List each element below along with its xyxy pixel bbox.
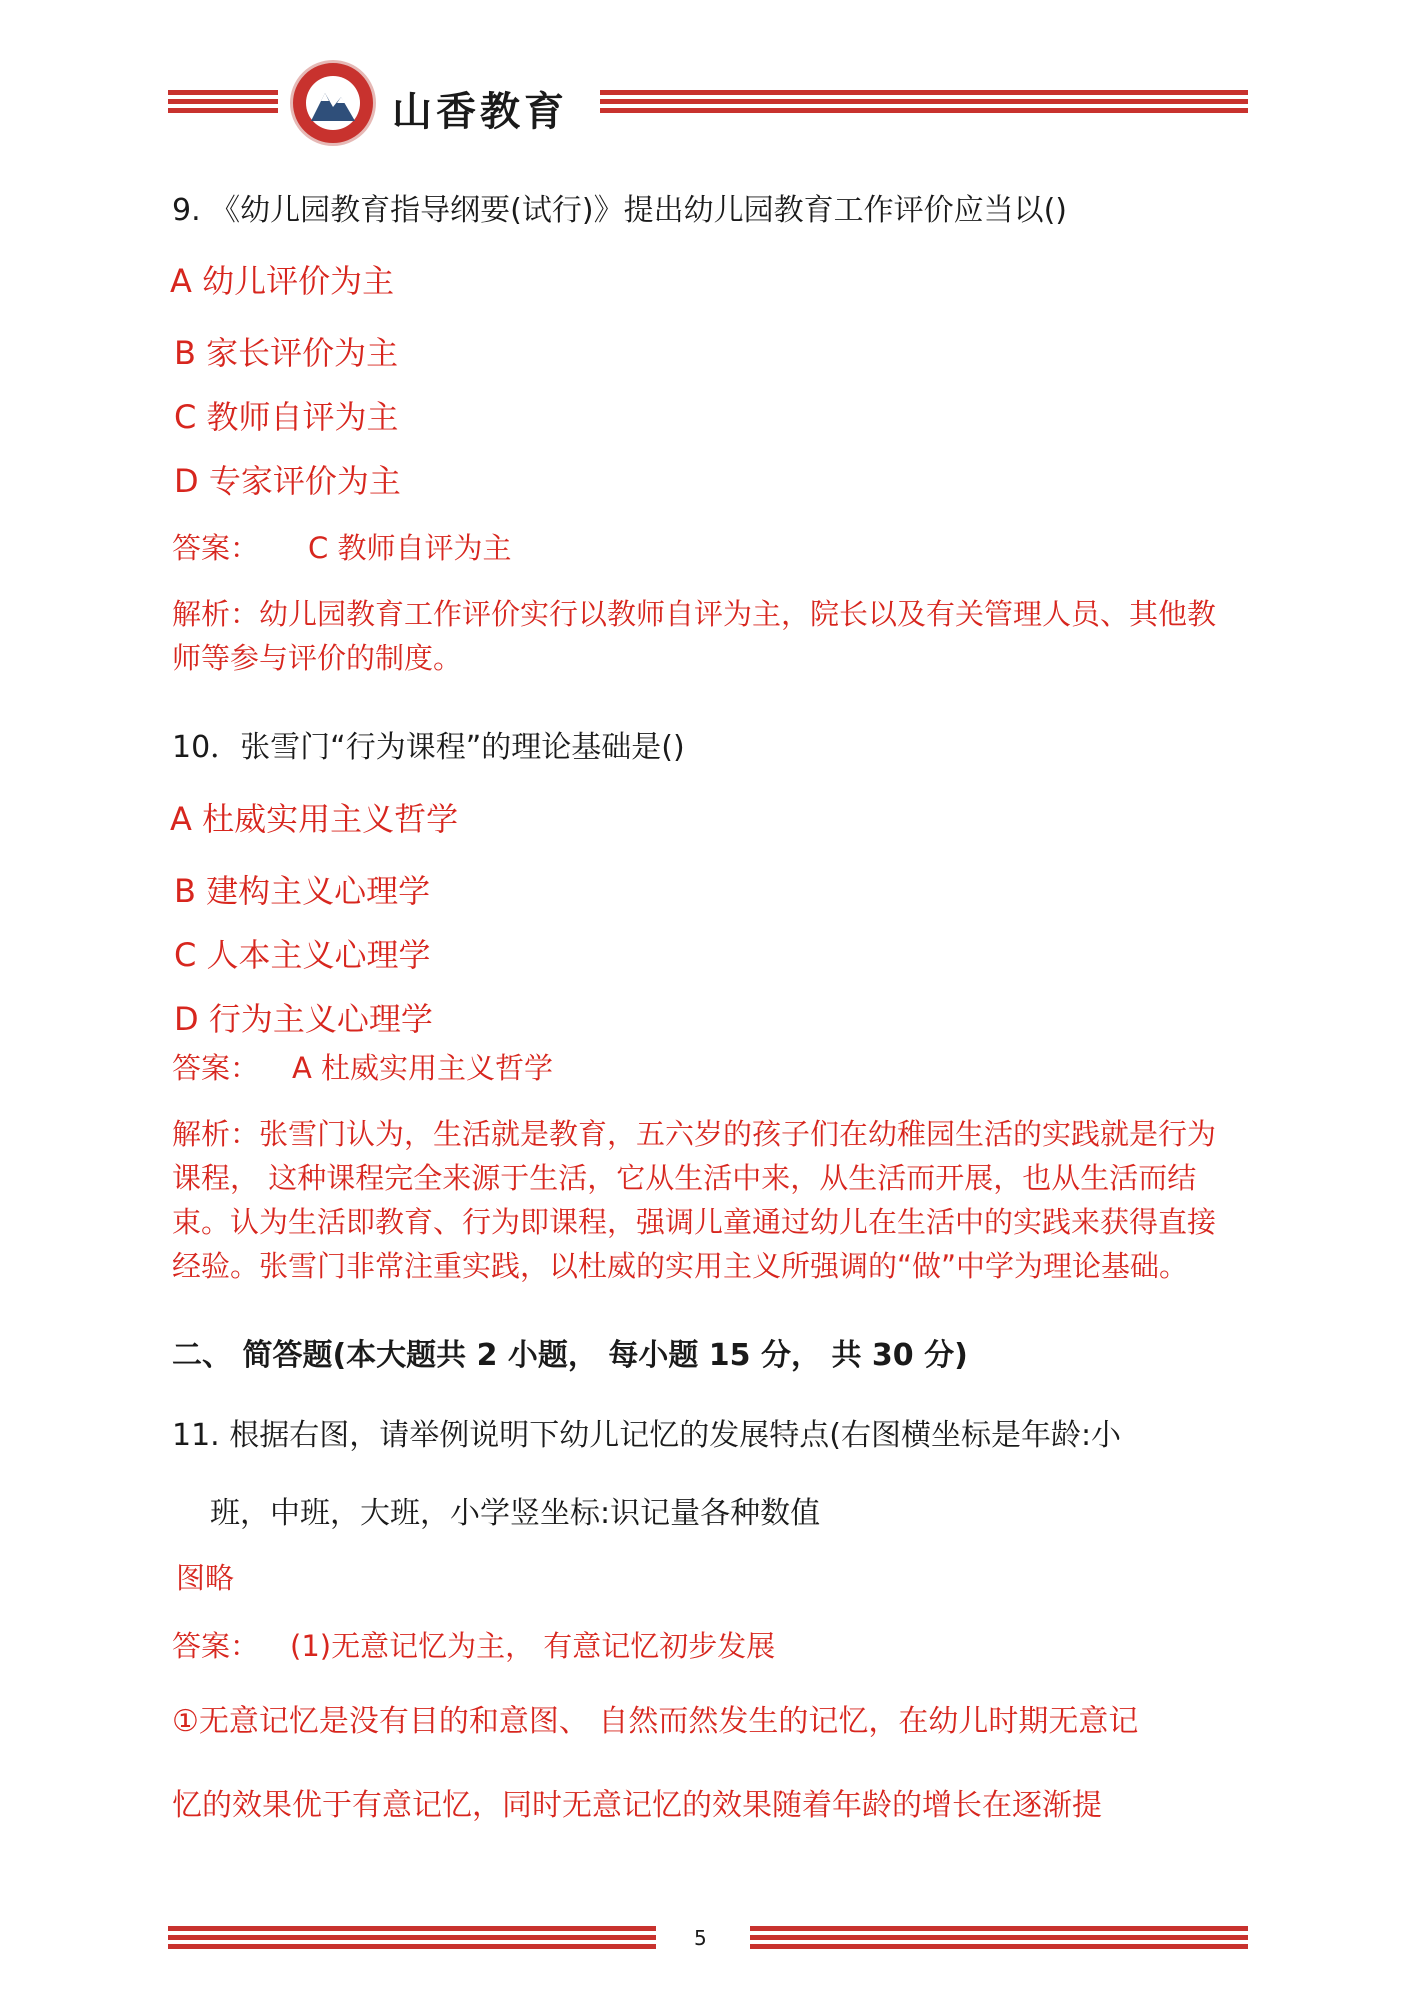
page-number: 5	[694, 1926, 707, 1950]
q10-option-c: C 人本主义心理学	[174, 936, 431, 974]
q11-question-line2: 班，中班，大班，小学竖坐标:识记量各种数值	[210, 1496, 821, 1531]
q11-detail-line1: ①无意记忆是没有目的和意图、 自然而然发生的记忆，在幼儿时期无意记	[172, 1704, 1139, 1739]
q9-option-b: B 家长评价为主	[174, 334, 399, 372]
q9-option-c: C 教师自评为主	[174, 398, 399, 436]
q10-answer: A 杜威实用主义哲学	[292, 1051, 554, 1085]
header-rule-right	[600, 90, 1248, 114]
q10-option-d: D 行为主义心理学	[174, 1000, 433, 1038]
logo-emblem	[290, 60, 376, 146]
q9-option-d: D 专家评价为主	[174, 462, 401, 500]
footer-rule-right	[750, 1926, 1248, 1950]
q9-option-a: A 幼儿评价为主	[170, 262, 395, 300]
q10-answer-label: 答案：	[172, 1051, 260, 1085]
q10-explanation: 解析：张雪门认为，生活就是教育，五六岁的孩子们在幼稚园生活的实践就是行为课程， 这种课程完全来源于生活，它从生活中来，从生活而开展，也从生活而结束。认为生活即教育、行为即课程，强调儿童通过幼儿在生活中的实践来获得直接经验。张雪门非常注重实践，以杜威的实用主义所强调的“做”中学为理论基础。	[172, 1117, 1217, 1283]
q9-explanation: 解析：幼儿园教育工作评价实行以教师自评为主，院长以及有关管理人员、其他教师等参与评价的制度。	[172, 597, 1217, 675]
q11-question-line1: 11. 根据右图，请举例说明下幼儿记忆的发展特点(右图横坐标是年龄:小	[172, 1418, 1122, 1453]
q11-figure-note: 图略	[176, 1561, 235, 1595]
q10-option-a: A 杜威实用主义哲学	[170, 800, 459, 838]
q10-option-b: B 建构主义心理学	[174, 872, 431, 910]
q11-answer-label: 答案：	[172, 1629, 260, 1663]
brand-title: 山香教育	[392, 88, 568, 135]
q9-answer: C 教师自评为主	[308, 531, 512, 565]
q11-answer: (1)无意记忆为主， 有意记忆初步发展	[290, 1629, 776, 1663]
q9-question: 9. 《幼儿园教育指导纲要(试行)》提出幼儿园教育工作评价应当以()	[172, 193, 1067, 228]
q11-detail-line2: 忆的效果优于有意记忆，同时无意记忆的效果随着年龄的增长在逐渐提	[172, 1788, 1102, 1823]
header-rule-left	[168, 90, 278, 114]
footer-rule-left	[168, 1926, 656, 1950]
q10-question: 10．张雪门“行为课程”的理论基础是()	[172, 730, 685, 765]
section-2-title: 二、 简答题(本大题共 2 小题， 每小题 15 分， 共 30 分)	[172, 1338, 968, 1373]
q9-answer-label: 答案：	[172, 531, 260, 565]
